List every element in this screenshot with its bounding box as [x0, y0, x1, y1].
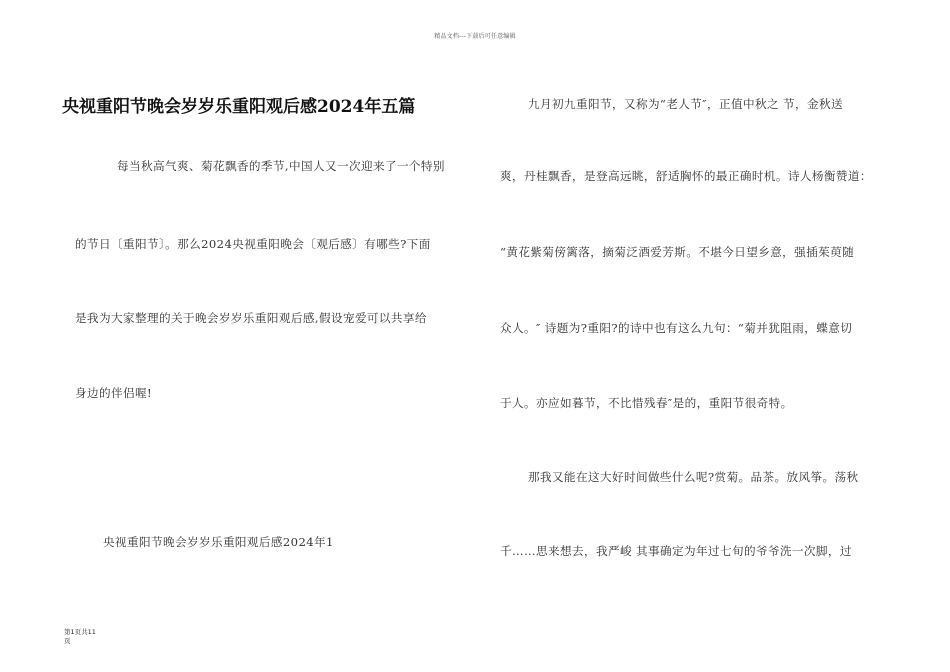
paragraph-line: 众人。″ 诗题为?重阳?的诗中也有这么九句：“菊并犹阻雨，蝶意切	[500, 321, 853, 335]
page-number-label: 第1页共11	[64, 628, 96, 636]
page-number	[64, 628, 124, 646]
paragraph-line: 千……思来想去，我严峻 其事确定为年过七旬的爷爷洗一次脚，过	[500, 544, 852, 558]
paragraph-line: 于人。亦应如暮节，不比惜残春″是的，重阳节很奇特。	[500, 396, 793, 410]
paragraph-line: 那我又能在这大好时间做些什么呢?赏菊。品茶。放风筝。荡秋	[528, 470, 859, 484]
paragraph-line: 是我为大家整理的关于晚会岁岁乐重阳观后感,假设宠爱可以共享给	[75, 311, 427, 325]
document-title: 央视重阳节晚会岁岁乐重阳观后感2024年五篇	[62, 97, 416, 117]
page-number-suffix: 页	[64, 637, 71, 645]
paragraph-line: 每当秋高气爽、菊花飘香的季节,中国人又一次迎来了一个特别	[117, 159, 445, 173]
paragraph-line: 的节日〔重阳节〕。那么2024央视重阳晚会〔观后感〕有哪些?下面	[75, 237, 431, 251]
paragraph-line: “黄花紫菊傍篱落，摘菊泛酒爱芳斯。不堪今日望乡意，强插茱萸随	[500, 245, 855, 259]
paragraph-line: 身边的伴侣喔!	[75, 386, 153, 400]
section-heading: 央视重阳节晚会岁岁乐重阳观后感2024年1	[103, 535, 334, 549]
paragraph-line: 爽，丹桂飘香，是登高远眺，舒适胸怀的最正确时机。诗人杨衡赞道：	[500, 169, 872, 183]
header-note: 精品文档---下载后可任意编辑	[434, 33, 516, 40]
paragraph-line: 九月初九重阳节，又称为“老人节″，正值中秋之 节，金秋送	[528, 97, 843, 111]
